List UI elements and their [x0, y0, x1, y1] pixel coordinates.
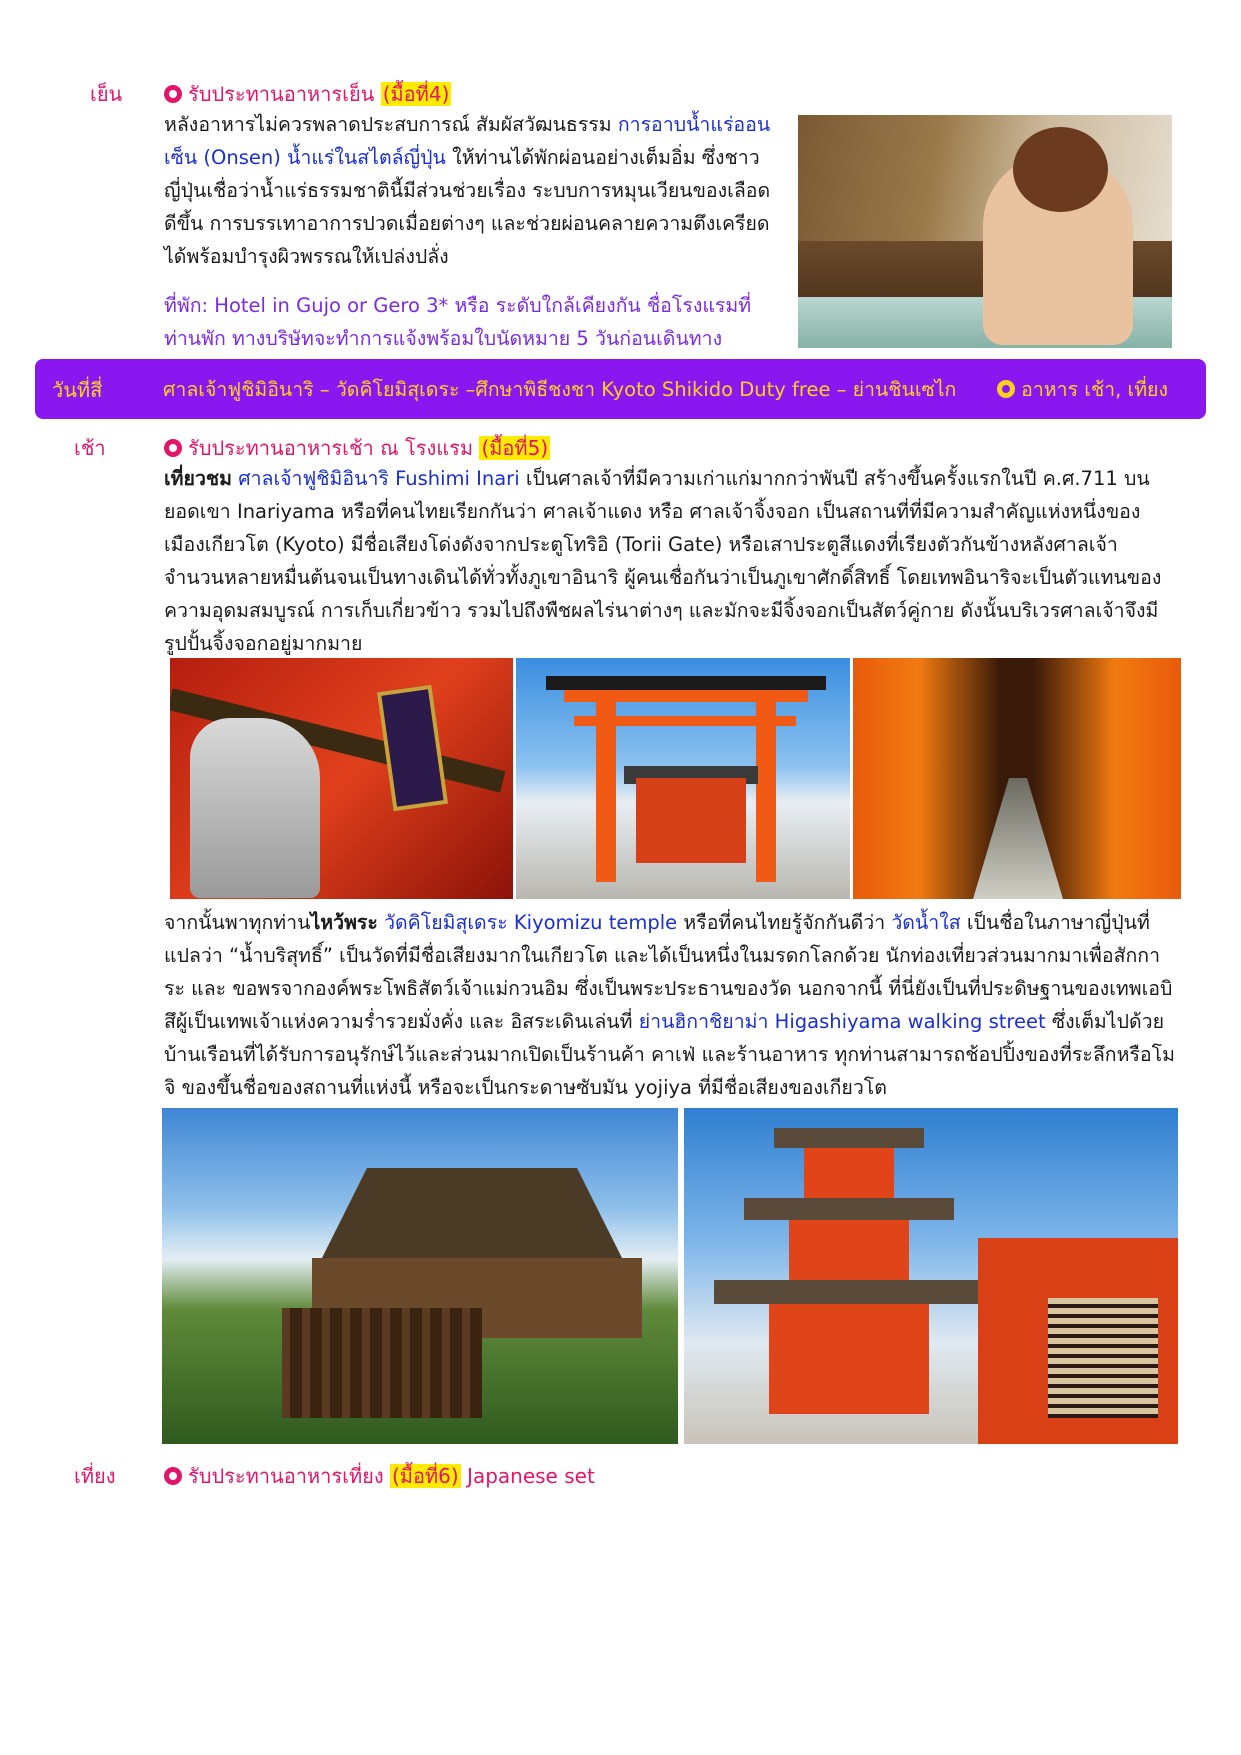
day-banner [35, 359, 1206, 419]
noon-label: เที่ยง [74, 1464, 116, 1488]
meal-icon [164, 1467, 182, 1485]
kiyomizu-temple-photo [162, 1108, 678, 1444]
kiyomizu-description [164, 906, 1176, 1104]
fushimi-desc-body: เป็นศาลเจ้าที่มีความเก่าแก่มากกว่าพันปี สร้างขึ้นครั้งแรกในปี ค.ศ.711 บนยอดเขา Inariyama หรือที่คนไทยเรียกกันว่า ศาลเจ้าแดง หรือ ศาลเจ้าจิ้งจอก เป็นสถานที่ที่มีความสำคัญแห่งหนึ่งของเมืองเกียวโต (Kyoto) มีชื่อเสียงโด่งดังจากประตูโทริอิ (Torii Gate) หรือเสาประตูสีแดงที่เรียงตัวกันข้างหลังศาลเจ้าจำนวนหลายหมื่นต้นจนเป็นทางเดินได้ทั่วทั้งภูเขาอินาริ ผู้คนเชื่อกันว่าเป็นภูเขาศักดิ์สิทธิ์ โดยเทพอินาริจะเป็นตัวแทนของความอุดมสมบูรณ์ การเก็บเกี่ยวข้าว รวมไปถึงพืชผลไร่นาต่างๆ และมักจะมีจิ้งจอกเป็นสัตว์คู่กาย ดังนั้นบริเวรศาลเจ้าจึงมีรูปปั้นจิ้งจอกอยู่มากมาย [164, 467, 1162, 655]
evening-meal-line [164, 78, 451, 110]
day-route: ศาลเจ้าฟูชิมิอินาริ – วัดคิโยมิสุเดระ –ศึกษาพิธีชงชา Kyoto Shikido Duty free – ย่านชินเซไก [163, 378, 957, 401]
clear-water-temple: วัดน้ำใส [891, 911, 961, 934]
evening-meal-number: (มื้อที่4) [382, 82, 450, 106]
morning-meal-number: (มื้อที่5) [481, 436, 549, 460]
kiyomizu-desc-b: เป็นชื่อในภาษาญี่ปุ่นที่แปลว่า “น้ำบริสุทธิ์” เป็นวัดที่มีชื่อเสียงมากในเกียวโต และได้เป็นหนึ่งในมรดกโลกด้วย นักท่องเที่ยวส่วนมากมาเพื่อสักการะ และ ขอพรจากองค์พระโพธิสัตว์เจ้าแม่กวนอิม ซึ่งเป็นพระประธานของวัด นอกจากนี้ ที่นี่ยังเป็นที่ประดิษฐานของเทพเอบิสึผู้เป็นเทพเจ้าแห่งความร่ำรวยมั่งคั่ง และ อิสระเดินเล่นที่ [164, 911, 1173, 1033]
fushimi-inari-name: ศาลเจ้าฟูชิมิอินาริ Fushimi Inari [238, 467, 520, 490]
evening-label: เย็น [90, 82, 123, 106]
meal-icon [997, 380, 1015, 398]
day-meals [997, 374, 1168, 405]
morning-meal-line [164, 432, 550, 464]
fushimi-description [164, 462, 1176, 660]
day-meals-text: อาหาร เช้า, เที่ยง [1021, 378, 1168, 401]
fox-statue-photo [170, 658, 513, 899]
onsen-highlight: การอาบน้ำแร่ออนเซ็น (Onsen) น้ำแร่ในสไตล์ญี่ปุ่น [164, 113, 771, 169]
noon-meal-suffix: Japanese set [460, 1464, 595, 1488]
onsen-photo [798, 115, 1172, 348]
evening-desc-body: ให้ท่านได้พักผ่อนอย่างเต็มอิ่ม ซึ่งชาวญี่ปุ่นเชื่อว่าน้ำแร่ธรรมชาตินี้มีส่วนช่วยเรื่อง ระบบการหมุนเวียนของเลือดดีขึ้น การบรรเทาอาการปวดเมื่อยต่างๆ และช่วยผ่อนคลายความตึงเครียดได้พร้อมบำรุงผิวพรรณให้เปล่งปลั่ง [164, 146, 771, 268]
evening-meal-text: รับประทานอาหารเย็น [188, 82, 375, 106]
torii-gate-photo [516, 658, 850, 899]
noon-meal-text: รับประทานอาหารเที่ยง [188, 1464, 384, 1488]
higashiyama-street: ย่านฮิกาชิยาม่า Higashiyama walking street [638, 1010, 1046, 1033]
meal-icon [164, 439, 182, 457]
day-label: วันที่สี่ [52, 378, 103, 402]
morning-label: เช้า [74, 436, 106, 460]
meal-icon [164, 85, 182, 103]
kiyomizu-desc-c: ซึ่งเต็มไปด้วยบ้านเรือนที่ได้รับการอนุรักษ์ไว้และส่วนมากเปิดเป็นร้านค้า คาเฟ่ และร้านอาหาร ทุกท่านสามารถช้อปปิ้งของที่ระลึกหรือโมจิ ของขึ้นชื่อของสถานที่แห่งนี้ หรือจะเป็นกระดาษซับมัน yojiya ที่มีชื่อเสียงของเกียวโต [164, 1010, 1175, 1099]
kiyomizu-desc-a: หรือที่คนไทยรู้จักกันดีว่า [677, 911, 892, 934]
hotel-info: ที่พัก: Hotel in Gujo or Gero 3* หรือ ระดับใกล้เคียงกัน ชื่อโรงแรมที่ท่านพัก ทางบริษัทจะทำการแจ้งพร้อมใบนัดหมาย 5 วันก่อนเดินทาง [164, 294, 752, 350]
noon-meal-number: (มื้อที่6) [391, 1464, 459, 1488]
worship-label: ไหว้พระ [310, 911, 378, 934]
kiyomizu-intro: จากนั้นพาทุกท่าน [164, 911, 311, 934]
pagoda-photo [684, 1108, 1178, 1444]
noon-meal-line [164, 1460, 595, 1492]
evening-desc-intro: หลังอาหารไม่ควรพลาดประสบการณ์ สัมผัสวัฒนธรรม [164, 113, 618, 136]
morning-meal-text: รับประทานอาหารเช้า ณ โรงแรม [188, 436, 474, 460]
evening-description [164, 108, 782, 273]
visit-label: เที่ยวชม [164, 467, 232, 490]
senbon-torii-photo [853, 658, 1181, 899]
kiyomizu-name: วัดคิโยมิสุเดระ Kiyomizu temple [377, 911, 678, 934]
